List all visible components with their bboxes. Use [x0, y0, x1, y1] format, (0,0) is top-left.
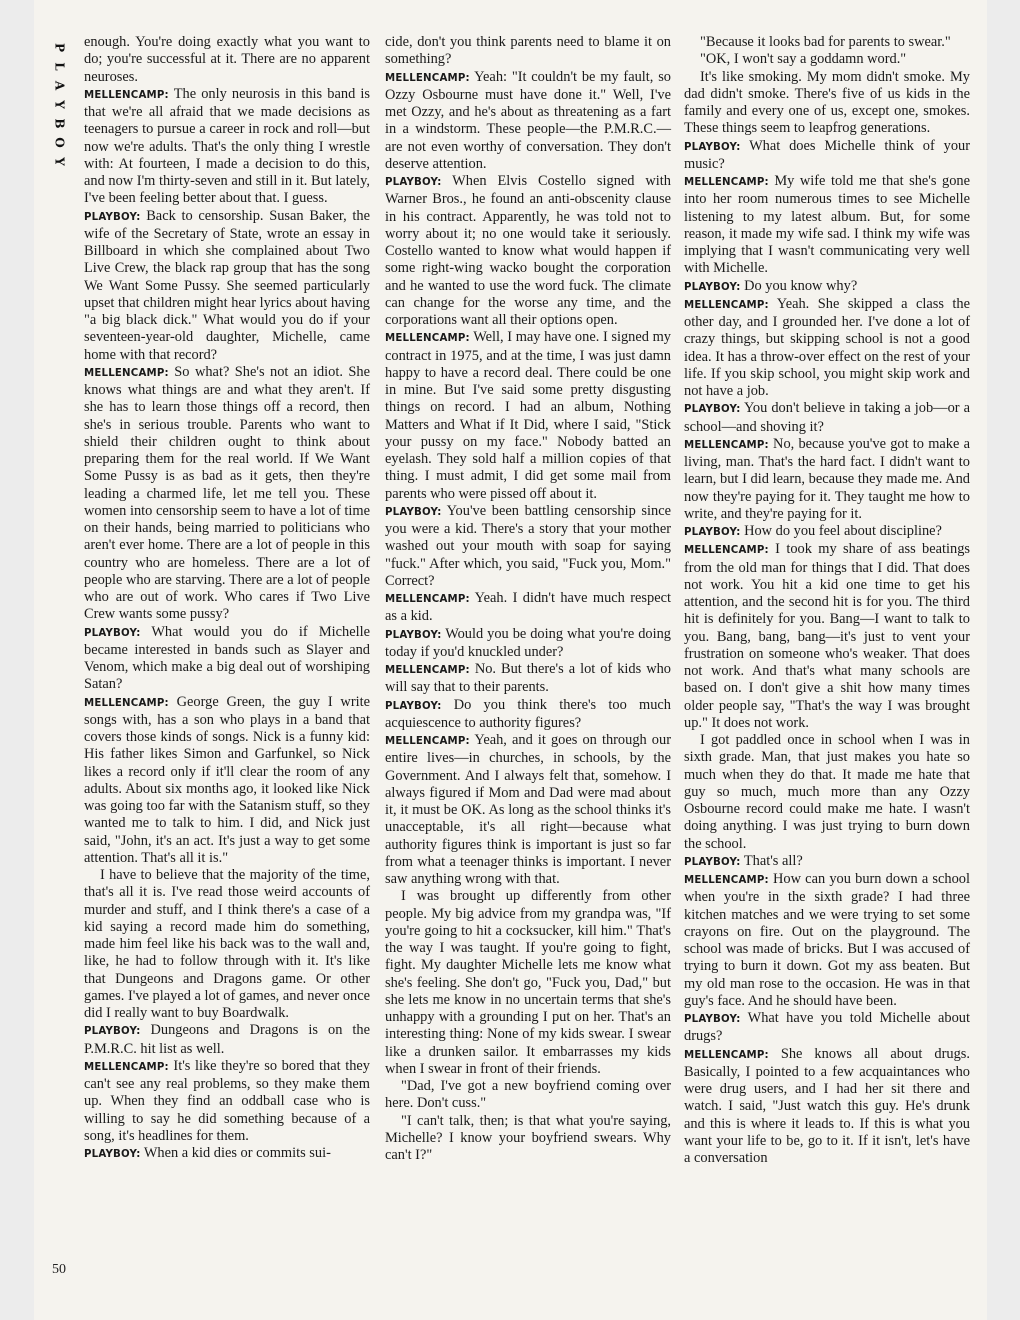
speaker-label: PLAYBOY: — [684, 281, 741, 293]
paragraph-text: enough. You're doing exactly what you want to do; you're successful at it. There are no apparent neuroses. — [84, 34, 370, 85]
paragraph — [84, 624, 370, 694]
paragraph-text: What have you told Michelle about drugs? — [684, 1010, 970, 1045]
side-logo-letter: Y — [52, 157, 67, 166]
paragraph — [684, 871, 970, 1010]
paragraph — [385, 732, 671, 888]
paragraph — [385, 34, 671, 69]
paragraph — [684, 523, 970, 541]
paragraph-text: Well, I may have one. I signed my contract in 1975, and at the time, I was just damn happy to have a record deal. There could be one in mine. But I've said some pretty disgusting things on record. I had an album, Nothing Matters and What if It Did, where I said, "Stick your pussy on my face." Nobody batted an eyelash. They sold half a million copies of that thing. I must admit, I did get some mail from parents who were pissed off about it. — [385, 329, 671, 502]
paragraph-text: Yeah, and it goes on through our entire lives—in churches, in schools, by the Government. And I always felt that, somehow. I always figured if Mom and Dad were mad about it, it must be OK. As long as the school thinks it's unacceptable, it's all right—because what authority figures think is important is just so far from what a teenager thinks is important. I never saw anything wrong with that. — [385, 732, 671, 887]
paragraph — [684, 1010, 970, 1046]
speaker-label: MELLENCAMP: — [684, 299, 769, 311]
speaker-label: PLAYBOY: — [684, 856, 741, 868]
page-number: 50 — [52, 1262, 66, 1277]
side-logo-letter: P — [52, 42, 67, 53]
speaker-label: MELLENCAMP: — [684, 875, 769, 886]
side-logo-letter: B — [52, 118, 67, 129]
paragraph-text: No, because you've got to make a living, man. That's the hard fact. I didn't want to learn, but I did learn, because they made me. And now they're paying for it. They taught me how to write, and they're paying for it. — [684, 435, 970, 522]
speaker-label: MELLENCAMP: — [684, 439, 769, 451]
paragraph — [385, 888, 671, 1078]
speaker-label: MELLENCAMP: — [684, 177, 769, 188]
speaker-label: PLAYBOY: — [684, 1014, 741, 1025]
speaker-label: MELLENCAMP: — [684, 1049, 769, 1061]
paragraph — [84, 86, 370, 208]
paragraph-text: So what? She's not an idiot. She knows what things are and what they aren't. If she has to learn those things off a record, then she's in serious trouble. Parents who want to shield their children ought to think about preparing them for the real world. If We Want Some Pussy is as bad as it gets, then they're leading a charmed life, let me tell you. These women into censorship seem to have a lot of time on their hands, being married to politicians who aren't ever home. There are a lot of people in this country who are homeless. There are a lot of people who are starving. There are a lot of people who are out of work. Who cares if Two Live Crew wants some pussy? — [84, 363, 370, 623]
paragraph — [385, 661, 671, 697]
paragraph-text: That's all? — [743, 852, 803, 869]
paragraph-text: I got paddled once in school when I was in sixth grade. Man, that just makes you hate so much when they do that. It made me hate that guy so much, much more than any Ozzy Osbourne record could make me hate. I wasn't doing anything. I was just trying to burn down the school. — [684, 732, 970, 852]
speaker-label: MELLENCAMP: — [84, 697, 169, 709]
paragraph — [684, 1046, 970, 1168]
paragraph — [84, 694, 370, 868]
paragraph — [684, 173, 970, 278]
text-column-2 — [385, 34, 671, 1164]
paragraph-text: "Dad, I've got a new boyfriend coming over here. Don't cuss." — [385, 1078, 671, 1112]
paragraph — [385, 69, 671, 174]
paragraph — [684, 853, 970, 871]
speaker-label: PLAYBOY: — [684, 527, 741, 538]
speaker-label: PLAYBOY: — [84, 1149, 141, 1160]
paragraph — [385, 173, 671, 329]
paragraph — [84, 1022, 370, 1058]
text-column-3 — [684, 34, 970, 1167]
paragraph — [385, 329, 671, 503]
speaker-label: PLAYBOY: — [684, 404, 741, 416]
paragraph-text: Do you think there's too much acquiescence to authority figures? — [385, 696, 671, 731]
side-logo-letter: O — [52, 137, 67, 148]
speaker-label: MELLENCAMP: — [84, 89, 169, 101]
paragraph — [684, 51, 970, 68]
paragraph — [385, 697, 671, 733]
paragraph — [84, 1145, 370, 1163]
paragraph — [684, 69, 970, 138]
paragraph — [684, 400, 970, 436]
speaker-label: MELLENCAMP: — [385, 72, 470, 84]
speaker-label: PLAYBOY: — [385, 506, 442, 518]
speaker-label: MELLENCAMP: — [84, 367, 169, 379]
paragraph-text: When a kid dies or commits sui- — [143, 1145, 331, 1161]
paragraph — [84, 867, 370, 1022]
paragraph-text: You don't believe in taking a job—or a school—and shoving it? — [684, 400, 970, 435]
side-logo-letter: Y — [52, 100, 67, 109]
paragraph-text: It's like they're so bored that they can't see any real problems, so they make them up. When they find an oddball case who is willing to say he did something because of a song, it's headlines for them. — [84, 1057, 370, 1144]
paragraph — [84, 208, 370, 364]
paragraph — [84, 364, 370, 624]
paragraph — [385, 626, 671, 662]
speaker-label: MELLENCAMP: — [385, 333, 470, 345]
paragraph-text: How do you feel about discipline? — [744, 523, 942, 539]
paragraph-text: Would you be doing what you're doing today if you'd knuckled under? — [385, 625, 671, 660]
speaker-label: PLAYBOY: — [684, 141, 741, 153]
paragraph — [684, 296, 970, 401]
paragraph-text: She knows all about drugs. Basically, I pointed to a few acquaintances who were drug users, and I had her sit there and watch. I said, "Just watch this guy. He's drunk and this is where it leads to. If this is what you want your life to be, go to it. If it isn't, let's have a conversation — [684, 1045, 970, 1166]
side-logo — [52, 38, 66, 171]
speaker-label: PLAYBOY: — [84, 1026, 141, 1038]
paragraph — [84, 1058, 370, 1145]
text-column-1 — [84, 34, 370, 1163]
paragraph — [684, 436, 970, 523]
paragraph-text: cide, don't you think parents need to blame it on something? — [385, 34, 671, 68]
paragraph-text: Yeah: "It couldn't be my fault, so Ozzy Osbourne must have done it." Well, I've met Ozzy, and he's about as threatening as a fart in a windstorm. These people—the P.M.R.C.—are not even worthy of conversation. They don't deserve attention. — [385, 68, 671, 172]
paragraph-text: Yeah. I didn't have much respect as a kid. — [385, 590, 671, 625]
paragraph-text: You've been battling censorship since you were a kid. There's a story that your mother washed out your mouth with soap for saying "fuck." After which, you said, "Fuck you, Mom." Correct? — [385, 502, 671, 589]
magazine-page — [34, 0, 987, 1320]
paragraph — [385, 590, 671, 626]
side-logo-letter: A — [52, 80, 67, 91]
speaker-label: PLAYBOY: — [385, 629, 442, 641]
paragraph-text: George Green, the guy I write songs with, has a son who plays in a band that covers those kinds of songs. Nick is a funny kid: His father likes Simon and Garfunkel, so Nick likes a record only if it'll clear the room of any adults. About six months ago, it looked like Nick was going too far with the Satanism stuff, so they wanted me to talk to him. I did, and Nick just said, "John, it's an act. It's just a way to get some attention. That's all it is." — [84, 693, 370, 866]
paragraph-text: It's like smoking. My mom didn't smoke. My dad didn't smoke. There's five of us kids in the family and every one of us, except one, smokes. These things seem to leapfrog generations. — [684, 68, 970, 137]
paragraph — [385, 1078, 671, 1113]
paragraph-text: I was brought up differently from other people. My big advice from my grandpa was, "If you're going to hit a cocksucker, kill him." That's the way I was taught. If you're going to fight, fight. My daughter Michelle lets me know what she's feeling. She don't go, "Fuck you, Dad," but she lets me know in no uncertain terms that she's unhappy with a grounding I put on her. That's an interesting thing: None of my kids swear. I swear like a drunken sailor. It embarrasses my kids when I swear in front of their friends. — [385, 888, 671, 1077]
paragraph-text: When Elvis Costello signed with Warner Bros., he found an anti-obscenity clause in his contract. Apparently, he was told not to worry about it; no one would take it seriously. Costello wanted to know what would happen if some right-wing wacko bought the corporation and he wanted to use the word fuck. The climate can change for the worse any time, and the corporations want all their options open. — [385, 173, 671, 328]
speaker-label: MELLENCAMP: — [684, 545, 769, 557]
paragraph-text: Dungeons and Dragons is on the P.M.R.C. hit list as well. — [84, 1022, 370, 1057]
paragraph — [684, 732, 970, 853]
paragraph-text: How can you burn down a school when you're in the sixth grade? I had three kitchen matches and we were trying to set some crayons on fire. Out on the playground. The school was made of bricks. But I was accused of trying to burn it down. Got my ass beaten. But my old man rose to the occasion. He was in that guy's face. And he should have been. — [684, 871, 971, 1009]
paragraph — [684, 138, 970, 174]
paragraph-text: My wife told me that she's gone into her room numerous times to see Michelle listening to my latest album. But, for some reason, it made my wife sad. I think my wife was implying that I wasn't communicating very well with Michelle. — [684, 173, 970, 277]
speaker-label: PLAYBOY: — [385, 177, 442, 188]
paragraph — [84, 34, 370, 86]
speaker-label: PLAYBOY: — [385, 700, 442, 712]
paragraph — [684, 278, 970, 296]
paragraph — [684, 34, 970, 51]
paragraph-text: "I can't talk, then; is that what you're saying, Michelle? I know your boyfriend swears. Why can't I?" — [385, 1112, 671, 1163]
paragraph-text: Do you know why? — [744, 277, 858, 294]
speaker-label: MELLENCAMP: — [385, 665, 470, 676]
paragraph-text: What would you do if Michelle became interested in bands such as Slayer and Venom, which make a big deal out of worshiping Satan? — [84, 623, 370, 693]
paragraph-text: The only neurosis in this band is that we're all afraid that we made decisions as teenagers to pursue a career in rock and roll—but now we're adults. That's the only thing I wrestle with: At fourteen, I made a decision to do this, and now I'm thirty-seven and still in it. But lately, I've been feeling better about that. I guess. — [84, 85, 370, 207]
paragraph — [684, 541, 970, 732]
paragraph-text: I have to believe that the majority of the time, that's all it is. I've read those weird accounts of murder and stuff, and I think there's a case of a kid saying a record made him do something, made him feel like his back was to the wall and, like, he had to follow through with it. It's like that Dungeons and Dragons game. Or other games. I've played a lot of games, and never once did I really want to buy Boardwalk. — [84, 867, 370, 1021]
paragraph-text: Yeah. She skipped a class the other day, and I grounded her. I've done a lot of crazy things, but skipping school is not a good idea. It has a throw-over effect on the rest of your life. If you skip school, you might skip work and not have a job. — [684, 295, 970, 399]
paragraph-text: "OK, I won't say a goddamn word." — [700, 51, 907, 68]
speaker-label: MELLENCAMP: — [84, 1061, 169, 1073]
side-logo-letter: L — [52, 62, 67, 71]
paragraph-text: I took my share of ass beatings from the old man for things that I did. That does not work. You hit a kid one time to get his attention, and the second hit is for you. The third hit is definitely for you. Bang—I want to talk to you. Bang, bang, bang—it's just to vent your frustration on someone who's weaker. That does not work. And that's what many schools are based on. I don't give a shit how many times older people say, "That's the way I was brought up." It does not work. — [684, 541, 970, 731]
paragraph-text: Back to censorship. Susan Baker, the wife of the Secretary of State, wrote an essay in Billboard in which she complained about Two Live Crew, the black rap group that has the song We Want Some Pussy. She seemed particularly upset that children might hear lyrics about having "a big black dick." What would you do if your seventeen-year-old daughter, Michelle, came home with that record? — [84, 207, 370, 363]
paragraph-text: "Because it looks bad for parents to swear." — [700, 34, 951, 50]
speaker-label: PLAYBOY: — [84, 627, 141, 639]
paragraph — [385, 1113, 671, 1165]
speaker-label: MELLENCAMP: — [385, 594, 470, 605]
speaker-label: PLAYBOY: — [84, 211, 141, 223]
speaker-label: MELLENCAMP: — [385, 736, 470, 747]
paragraph — [385, 503, 671, 590]
paragraph-text: What does Michelle think of your music? — [684, 137, 971, 172]
paragraph-text: No. But there's a lot of kids who will say that to their parents. — [385, 661, 671, 696]
